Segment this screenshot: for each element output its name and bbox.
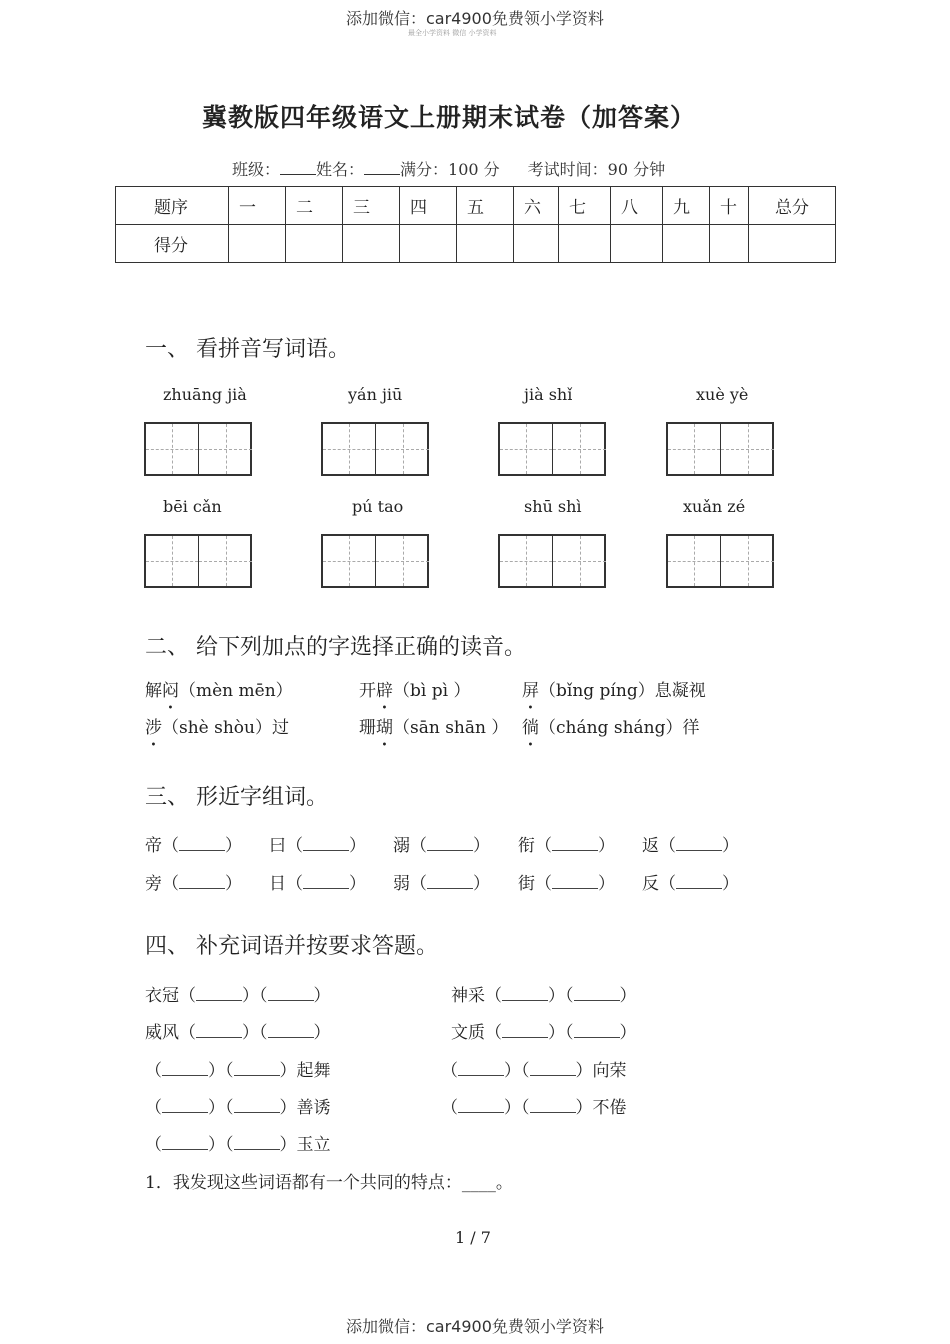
score-cell[interactable]	[286, 225, 343, 263]
writing-grid[interactable]	[144, 534, 252, 588]
pinyin-label: zhuāng jià	[163, 385, 247, 404]
word-group-item[interactable]: 曰（ ）	[269, 836, 366, 856]
idiom-item[interactable]: 神采（ ）（ ）	[451, 986, 637, 1006]
pinyin-label: xuè yè	[696, 385, 749, 404]
table-cell: 二	[286, 187, 343, 225]
score-cell[interactable]	[559, 225, 611, 263]
table-cell: 总分	[749, 187, 836, 225]
pronunciation-item[interactable]	[359, 713, 508, 738]
pronunciation-item[interactable]	[522, 676, 706, 701]
page-title: 冀教版四年级语文上册期末试卷（加答案）	[202, 103, 697, 132]
table-cell: 一	[229, 187, 286, 225]
answer-blank[interactable]	[552, 836, 598, 851]
word-group-item[interactable]: 溺（ ）	[393, 836, 490, 856]
idiom-suffix: 善诱	[296, 1098, 331, 1118]
idiom-prefix: 衣冠	[145, 986, 179, 1006]
answer-blank[interactable]	[574, 1023, 620, 1038]
idiom-item[interactable]: （ ）（ ）起舞	[145, 1061, 331, 1081]
char: 衔	[518, 836, 535, 856]
table-cell: 九	[663, 187, 710, 225]
char: 曰	[269, 836, 286, 856]
score-cell[interactable]	[229, 225, 286, 263]
score-cell[interactable]	[749, 225, 836, 263]
word-group-item[interactable]: 弱（ ）	[393, 874, 490, 894]
pinyin-label: xuǎn zé	[683, 497, 746, 516]
options: （bǐng píng）息凝视	[539, 681, 706, 701]
table-cell: 六	[514, 187, 559, 225]
char: 弱	[393, 874, 410, 894]
word-group-item[interactable]: 旁（ ）	[145, 874, 242, 894]
pronunciation-item[interactable]	[145, 713, 289, 738]
answer-blank[interactable]	[574, 986, 620, 1001]
answer-blank[interactable]	[162, 1061, 208, 1076]
dotted-char: 徜	[522, 718, 539, 738]
writing-grid[interactable]	[666, 534, 774, 588]
idiom-prefix: 神采	[451, 986, 485, 1006]
answer-blank[interactable]	[552, 874, 598, 889]
pronunciation-item[interactable]	[359, 676, 470, 701]
class-label: 班级：	[232, 160, 281, 179]
score-cell[interactable]	[663, 225, 710, 263]
options: （mèn mēn）	[179, 681, 293, 701]
pinyin-label: jià shǐ	[524, 385, 573, 404]
exam-info-line	[232, 157, 665, 180]
pinyin-label: yán jiū	[348, 385, 403, 404]
section-2-heading: 二、 给下列加点的字选择正确的读音。	[145, 635, 526, 660]
table-cell: 十	[710, 187, 749, 225]
score-cell[interactable]	[514, 225, 559, 263]
table-cell: 五	[457, 187, 514, 225]
section-1-heading: 一、 看拼音写词语。	[145, 337, 350, 362]
char: 旁	[145, 874, 162, 894]
idiom-suffix: 玉立	[296, 1135, 331, 1155]
pinyin-label: pú tao	[352, 497, 404, 516]
word-group-item[interactable]: 返（ ）	[642, 836, 739, 856]
answer-blank[interactable]	[268, 1023, 314, 1038]
answer-blank[interactable]	[458, 1061, 504, 1076]
answer-blank[interactable]	[676, 874, 722, 889]
table-cell: 得分	[116, 225, 229, 263]
section-3-heading: 三、 形近字组词。	[145, 785, 328, 810]
options: （shè shòu）过	[162, 718, 289, 738]
options: （sān shān ）	[393, 718, 509, 738]
dotted-char: 涉	[145, 718, 162, 738]
tiny-header-text: 最全小学资料 微信 小学资料	[408, 29, 497, 37]
idiom-item[interactable]: （ ）（ ）玉立	[145, 1135, 331, 1155]
class-blank	[280, 160, 316, 175]
idiom-item[interactable]: （ ）（ ）向荣	[441, 1061, 627, 1081]
answer-blank[interactable]	[179, 874, 225, 889]
answer-blank[interactable]	[530, 1098, 576, 1113]
char: 解	[145, 681, 162, 701]
char: 溺	[393, 836, 410, 856]
table-cell: 三	[343, 187, 400, 225]
char: 反	[642, 874, 659, 894]
score-table-header-row	[116, 187, 836, 225]
answer-blank[interactable]	[502, 1023, 548, 1038]
dotted-char: 辟	[376, 681, 393, 701]
table-cell: 八	[611, 187, 663, 225]
name-label: 姓名：	[316, 160, 365, 179]
answer-blank[interactable]	[676, 836, 722, 851]
idiom-suffix: 向荣	[592, 1061, 627, 1081]
answer-blank[interactable]	[234, 1061, 280, 1076]
word-group-item[interactable]: 反（ ）	[642, 874, 739, 894]
idiom-item[interactable]: 文质（ ）（ ）	[451, 1023, 637, 1043]
exam-time: 考试时间：90 分钟	[527, 160, 666, 179]
writing-grid[interactable]	[498, 422, 606, 476]
score-cell[interactable]	[400, 225, 457, 263]
writing-grid[interactable]	[666, 422, 774, 476]
idiom-suffix: 不倦	[592, 1098, 627, 1118]
answer-blank[interactable]	[427, 874, 473, 889]
char: 开	[359, 681, 376, 701]
answer-blank[interactable]	[196, 1023, 242, 1038]
word-group-item[interactable]: 帝（ ）	[145, 836, 242, 856]
word-group-item[interactable]: 日（ ）	[269, 874, 366, 894]
answer-blank[interactable]	[234, 1098, 280, 1113]
pinyin-label: shū shì	[524, 497, 582, 516]
answer-blank[interactable]	[162, 1135, 208, 1150]
pronunciation-item[interactable]	[522, 713, 699, 738]
char: 街	[518, 874, 535, 894]
score-cell[interactable]	[457, 225, 514, 263]
score-table	[115, 186, 836, 263]
options: （bì pì ）	[393, 681, 471, 701]
options: （cháng sháng）徉	[539, 718, 700, 738]
pinyin-label: bēi cǎn	[163, 497, 222, 516]
answer-blank[interactable]	[162, 1098, 208, 1113]
idiom-item[interactable]: （ ）（ ）善诱	[145, 1098, 331, 1118]
full-score: 满分：100 分	[400, 160, 500, 179]
answer-blank[interactable]	[179, 836, 225, 851]
section-4-heading: 四、 补充词语并按要求答题。	[145, 934, 438, 959]
table-cell: 题序	[116, 187, 229, 225]
dotted-char: 瑚	[376, 718, 393, 738]
dotted-char: 闷	[162, 681, 179, 701]
idiom-suffix: 起舞	[296, 1061, 331, 1081]
word-group-item[interactable]: 衔（ ）	[518, 836, 615, 856]
answer-blank[interactable]	[427, 836, 473, 851]
answer-blank[interactable]	[458, 1098, 504, 1113]
score-cell[interactable]	[611, 225, 663, 263]
char: 返	[642, 836, 659, 856]
idiom-prefix: 文质	[451, 1023, 485, 1043]
answer-blank[interactable]	[530, 1061, 576, 1076]
watermark-bottom: 添加微信：car4900免费领小学资料	[346, 1317, 604, 1336]
question-1: 1．我发现这些词语都有一个共同的特点：____。	[145, 1173, 513, 1193]
writing-grid[interactable]	[144, 422, 252, 476]
name-blank	[364, 160, 400, 175]
table-cell: 四	[400, 187, 457, 225]
answer-blank[interactable]	[268, 986, 314, 1001]
watermark-top: 添加微信：car4900免费领小学资料	[346, 9, 604, 28]
score-table-score-row	[116, 225, 836, 263]
page-number: 1 / 7	[455, 1228, 491, 1247]
pronunciation-item[interactable]	[145, 676, 293, 701]
idiom-item[interactable]: （ ）（ ）不倦	[441, 1098, 627, 1118]
writing-grid[interactable]	[321, 534, 429, 588]
score-cell[interactable]	[343, 225, 400, 263]
char: 日	[269, 874, 286, 894]
idiom-item[interactable]: 衣冠（ ）（ ）	[145, 986, 331, 1006]
answer-blank[interactable]	[196, 986, 242, 1001]
table-cell: 七	[559, 187, 611, 225]
answer-blank[interactable]	[303, 874, 349, 889]
idiom-prefix: 威风	[145, 1023, 179, 1043]
writing-grid[interactable]	[321, 422, 429, 476]
char: 帝	[145, 836, 162, 856]
answer-blank[interactable]	[303, 836, 349, 851]
answer-blank[interactable]	[502, 986, 548, 1001]
answer-blank[interactable]	[234, 1135, 280, 1150]
dotted-char: 屏	[522, 681, 539, 701]
word-group-item[interactable]: 街（ ）	[518, 874, 615, 894]
idiom-item[interactable]: 威风（ ）（ ）	[145, 1023, 331, 1043]
char: 珊	[359, 718, 376, 738]
score-cell[interactable]	[710, 225, 749, 263]
writing-grid[interactable]	[498, 534, 606, 588]
